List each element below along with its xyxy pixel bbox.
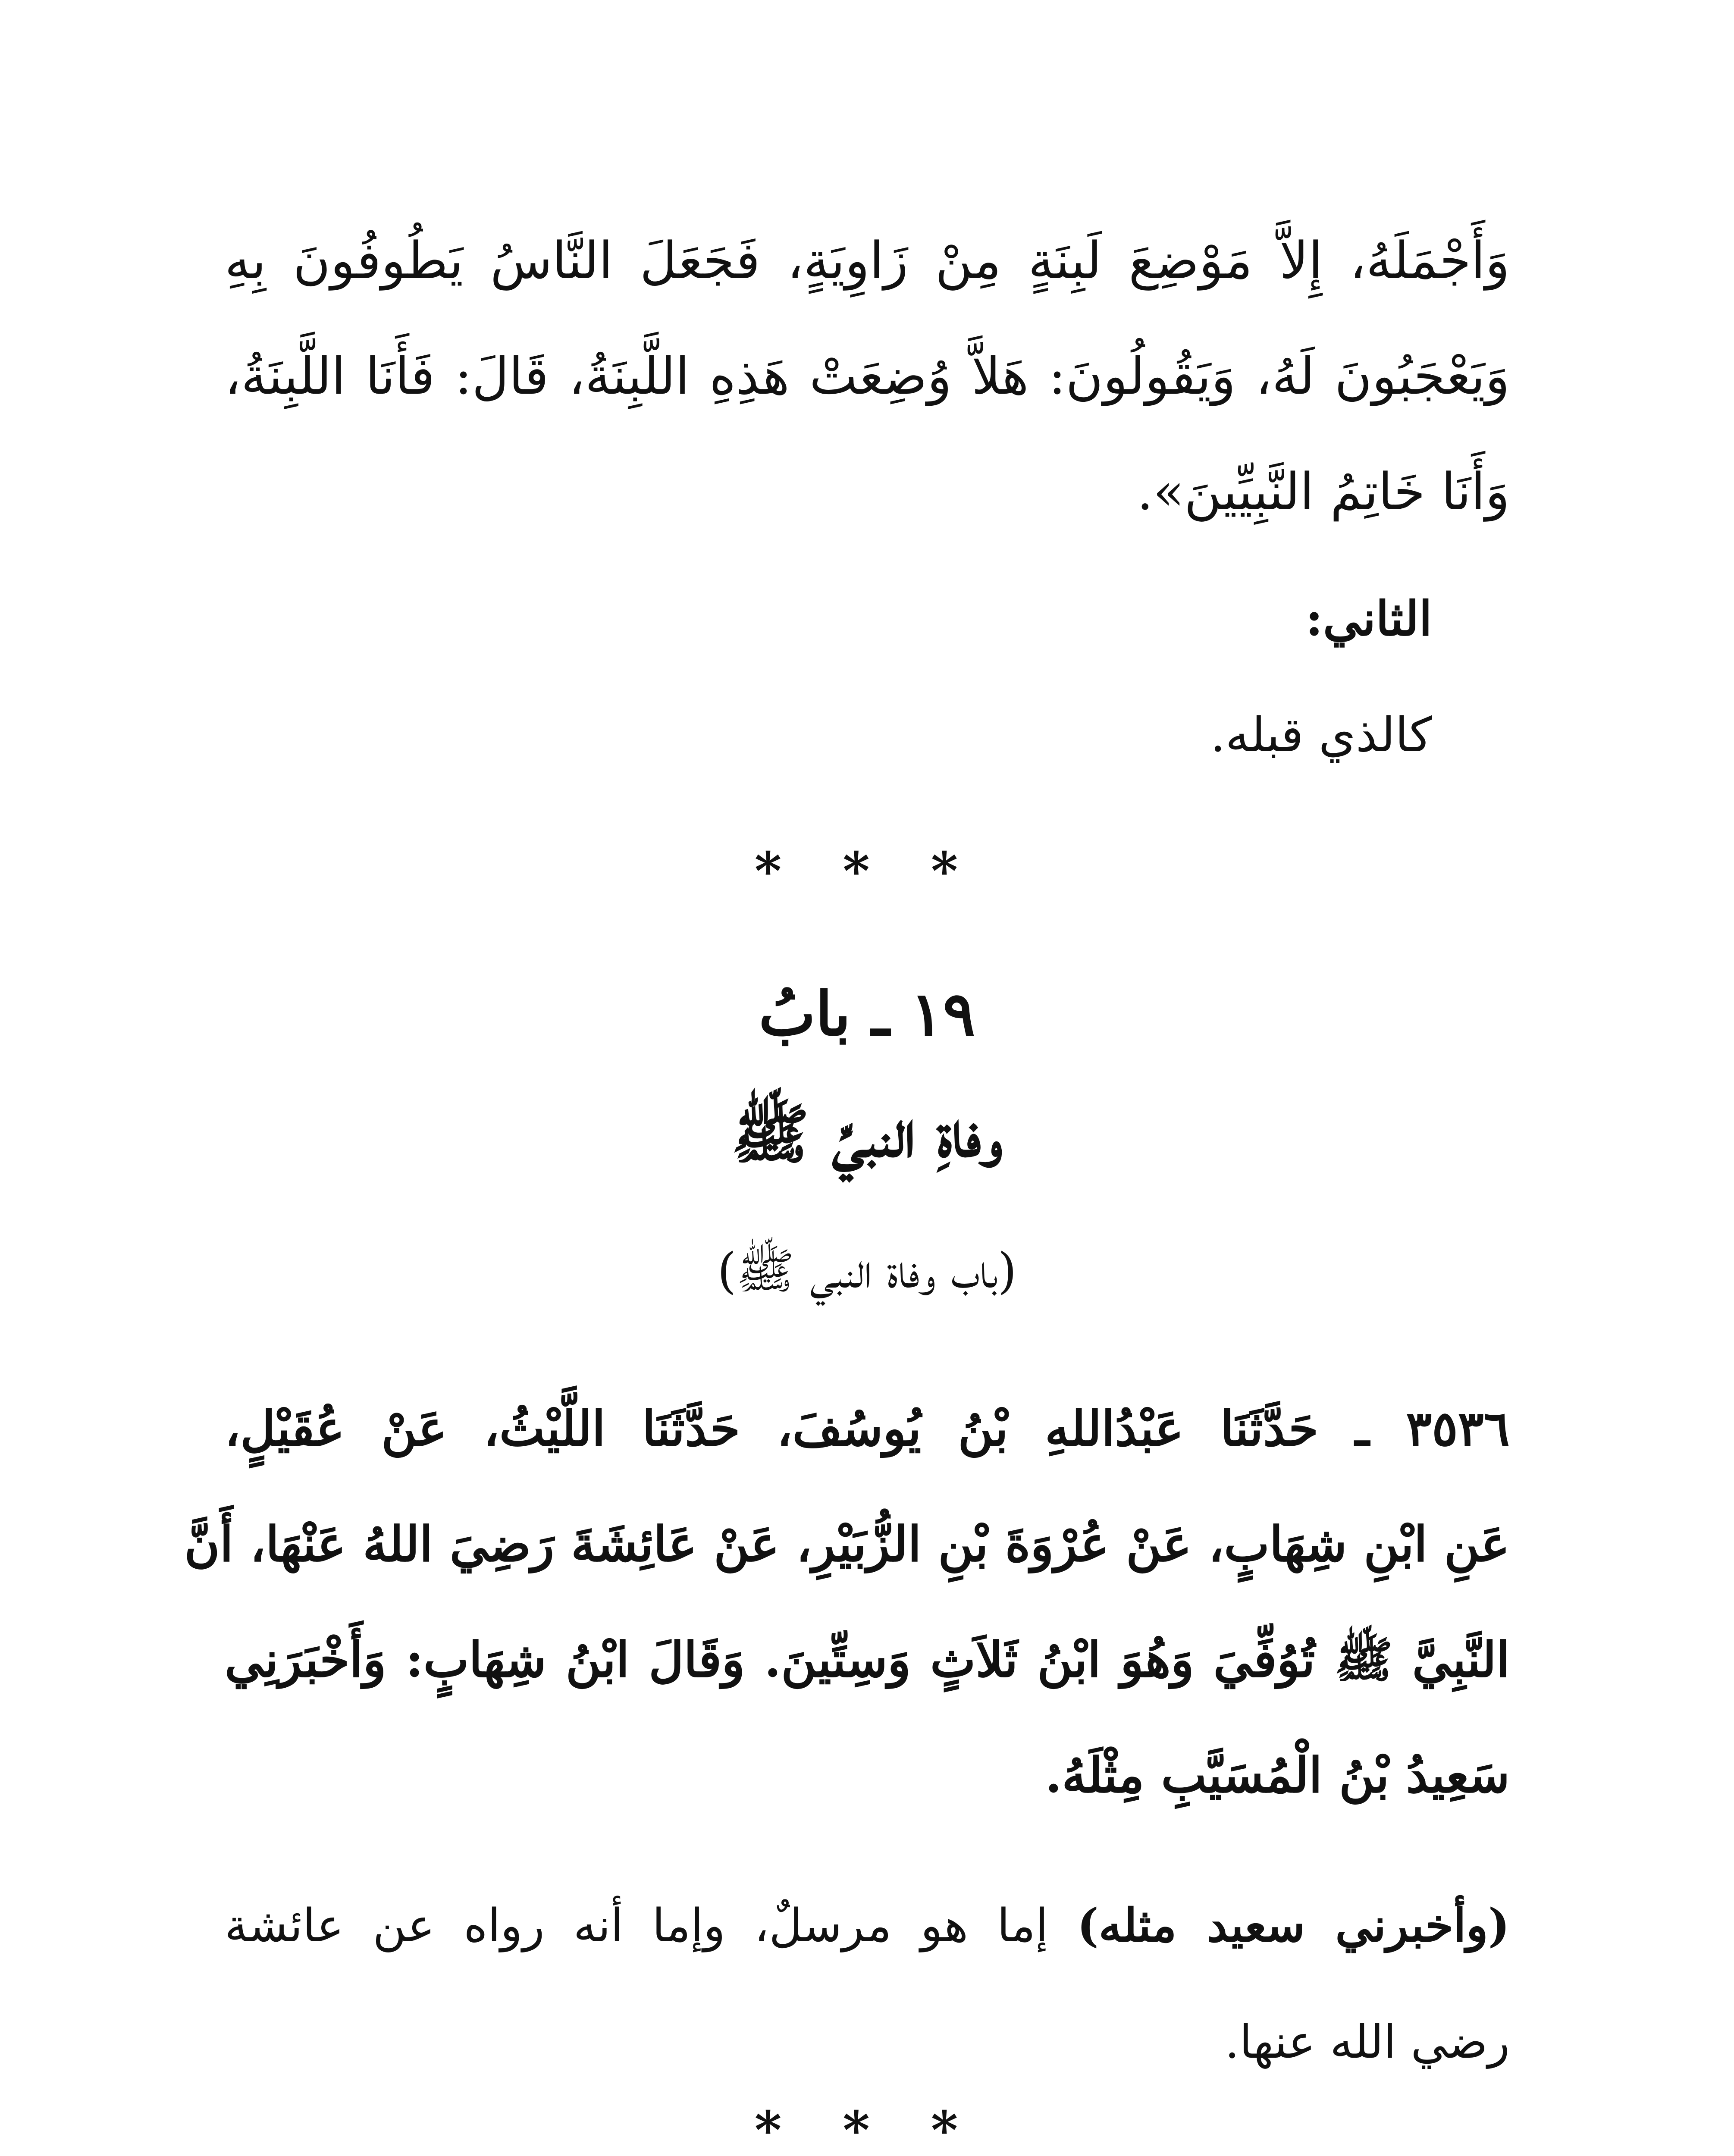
commentary-text: إما هو مرسلٌ، وإما أنه رواه عن عائشة [225,1899,1077,1952]
intro-line: وَيَعْجَبُونَ لَهُ، وَيَقُولُونَ: هَلاَّ وُضِعَتْ هَذِهِ اللَّبِنَةُ، قَالَ: فَأَنَا اللَّبِنَةُ، [225,346,1510,406]
commentary-line [225,1867,1510,1984]
intro-line: وَأَجْمَلَهُ، إِلاَّ مَوْضِعَ لَبِنَةٍ مِنْ زَاوِيَةٍ، فَجَعَلَ النَّاسُ يَطُوفُونَ بِهِ [225,231,1510,290]
intro-paragraph [225,203,1510,549]
commentary-paragraph [225,1867,1510,2100]
hadith-paragraph [184,1371,1510,1833]
hadith-line: سَعِيدُ بْنُ الْمُسَيَّبِ مِثْلَهُ. [1045,1747,1510,1804]
chapter-title: وفاةِ النبيِّ ﷺ [731,1096,1003,1172]
hadith-line: عَنِ ابْنِ شِهَابٍ، عَنْ عُرْوَةَ بْنِ الزُّبَيْرِ، عَنْ عَائِشَةَ رَضِيَ اللهُ عَنْهَا، أَنَّ [184,1516,1510,1573]
chapter-subtitle: (باب وفاة النبي ﷺ) [717,1243,1017,1299]
hadith-line: ٣٥٣٦ ـ حَدَّثَنَا عَبْدُاللهِ بْنُ يُوسُفَ، حَدَّثَنَا اللَّيْثُ، عَنْ عُقَيْلٍ، [225,1401,1510,1457]
separator-stars: * * * [754,2100,980,2156]
hadith-line: النَّبِيَّ ﷺ تُوُفِّيَ وَهُوَ ابْنُ ثَلاَثٍ وَسِتِّينَ. وَقَالَ ابْنُ شِهَابٍ: وَأَخْبَرَنِي [225,1632,1510,1688]
section-text: كالذي قبله. [1210,707,1432,762]
commentary-quote: (وأخبرني سعيد مثله) [1077,1898,1510,1952]
intro-line: وَأَنَا خَاتِمُ النَّبِيِّينَ». [1137,462,1510,521]
separator-stars: * * * [754,841,980,902]
commentary-line: رضي الله عنها. [1225,2015,1510,2068]
chapter-number: ١٩ ـ بابُ [759,979,975,1050]
section-heading: الثاني: [1305,591,1432,646]
